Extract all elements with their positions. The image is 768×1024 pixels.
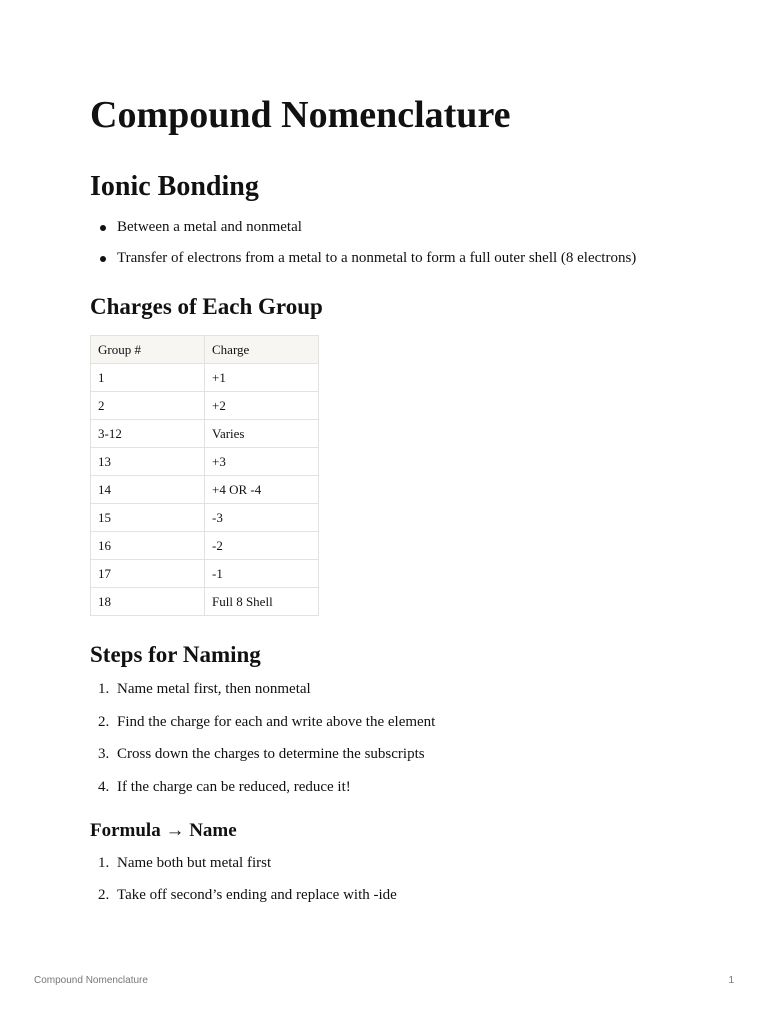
table-row <box>91 560 319 588</box>
list-item-text: Between a metal and nonmetal <box>117 219 302 235</box>
table-cell-charge: -3 <box>205 504 319 532</box>
list-number: 1. <box>98 855 110 871</box>
list-item <box>90 216 636 247</box>
list-item-text: Name metal first, then nonmetal <box>117 681 311 697</box>
list-item-text: Cross down the charges to determine the subscripts <box>117 746 425 762</box>
list-number: 3. <box>98 746 110 762</box>
steps-heading: Steps for Naming <box>90 642 261 667</box>
formula-to-name-heading: Formula → Name <box>90 820 237 841</box>
table-cell-group: 13 <box>91 448 205 476</box>
table-cell-group: 14 <box>91 476 205 504</box>
list-item <box>90 678 435 711</box>
column-header-charge: Charge <box>205 336 319 364</box>
table-row <box>91 504 319 532</box>
table-row <box>91 364 319 392</box>
bullet-icon <box>100 225 106 231</box>
bullet-icon <box>100 256 106 262</box>
table-cell-charge: +4 OR -4 <box>205 476 319 504</box>
page-title: Compound Nomenclature <box>90 94 511 136</box>
footer-page-number: 1 <box>728 975 734 986</box>
table-cell-group: 15 <box>91 504 205 532</box>
table-row <box>91 448 319 476</box>
list-item-text: Take off second’s ending and replace with -ide <box>117 886 397 903</box>
table-cell-group: 2 <box>91 392 205 420</box>
list-item <box>90 776 435 809</box>
list-number: 2. <box>98 886 110 903</box>
table-row <box>91 420 319 448</box>
footer-document-name: Compound Nomenclature <box>34 975 148 986</box>
table-cell-group: 1 <box>91 364 205 392</box>
ionic-bonding-list <box>90 216 636 278</box>
table-cell-charge: -1 <box>205 560 319 588</box>
table-row <box>91 588 319 616</box>
table-cell-group: 17 <box>91 560 205 588</box>
list-item-text: If the charge can be reduced, reduce it! <box>117 778 351 795</box>
table-cell-group: 3-12 <box>91 420 205 448</box>
list-number: 2. <box>98 713 110 730</box>
table-cell-charge: +2 <box>205 392 319 420</box>
table-row <box>91 532 319 560</box>
table-cell-charge: Varies <box>205 420 319 448</box>
ionic-bonding-heading: Ionic Bonding <box>90 171 259 202</box>
list-item-text: Name both but metal first <box>117 855 272 871</box>
column-header-group: Group # <box>91 336 205 364</box>
table-cell-charge: Full 8 Shell <box>205 588 319 616</box>
formula-to-name-list <box>90 852 397 915</box>
list-item <box>90 852 397 884</box>
list-item <box>90 884 397 916</box>
table-cell-charge: -2 <box>205 532 319 560</box>
table-cell-group: 18 <box>91 588 205 616</box>
charges-heading: Charges of Each Group <box>90 294 323 319</box>
list-number: 4. <box>98 778 110 795</box>
table-cell-group: 16 <box>91 532 205 560</box>
steps-list <box>90 678 435 808</box>
table-header-row <box>91 336 319 364</box>
charges-table <box>90 335 319 616</box>
list-item-text: Find the charge for each and write above the element <box>117 713 436 730</box>
list-item <box>90 247 636 278</box>
list-item <box>90 711 435 744</box>
table-cell-charge: +1 <box>205 364 319 392</box>
table-row <box>91 476 319 504</box>
list-item <box>90 743 435 776</box>
list-item-text: Transfer of electrons from a metal to a nonmetal to form a full outer shell (8 electrons) <box>117 250 637 266</box>
list-number: 1. <box>98 681 110 697</box>
table-row <box>91 392 319 420</box>
table-cell-charge: +3 <box>205 448 319 476</box>
